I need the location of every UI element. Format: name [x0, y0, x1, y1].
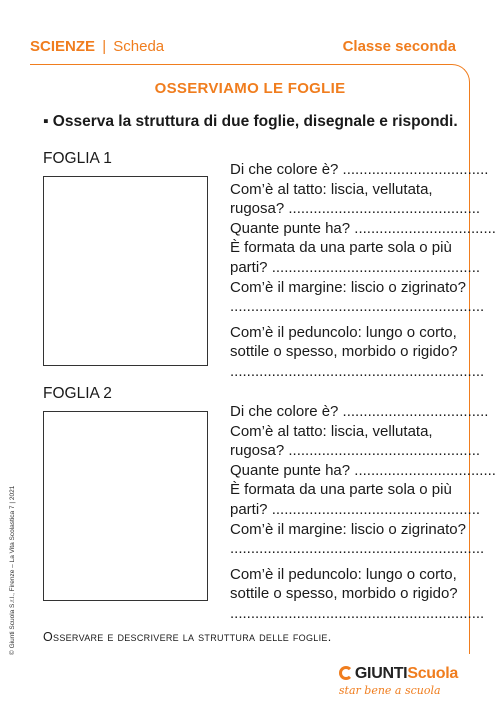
logo-brand-b: Scuola: [407, 665, 458, 682]
logo-tagline: star bene a scuola: [338, 684, 441, 697]
question-line: sottile o spesso, morbido o rigido?: [230, 343, 458, 361]
section-label-foglia-1: FOGLIA 1: [43, 150, 112, 167]
question-line: Com’è il peduncolo: lungo o corto,: [230, 565, 457, 583]
grade-label: Classe seconda: [342, 38, 456, 55]
question-line: Com’è al tatto: liscia, vellutata,: [230, 422, 433, 440]
question-line: Quante punte ha? ..................................: [230, 461, 496, 479]
question-line: Com’è il margine: liscio o zigrinato?: [230, 520, 466, 538]
answer-line: .............................................................: [230, 540, 485, 558]
question-line: Quante punte ha? ..................................: [230, 219, 496, 237]
subject-label: SCIENZE: [30, 38, 96, 55]
learning-objective: Osservare e descrivere la struttura delle foglie.: [43, 630, 332, 644]
answer-line: .............................................................: [230, 298, 485, 316]
copyright-note: © Giunti Scuola S.r.l., Firenze – La Vita Scolastica 7 | 2021: [9, 485, 16, 655]
answer-line: .............................................................: [230, 604, 485, 622]
question-line: rugosa? ..............................................: [230, 442, 481, 460]
question-line: parti? ..................................................: [230, 500, 481, 518]
instruction-text: ▪ Osserva la struttura di due foglie, disegnale e rispondi.: [43, 113, 458, 130]
question-line: Com’è al tatto: liscia, vellutata,: [230, 180, 433, 198]
question-line: sottile o spesso, morbido o rigido?: [230, 585, 458, 603]
question-line: rugosa? ..............................................: [230, 200, 481, 218]
section-label-foglia-2: FOGLIA 2: [43, 385, 112, 402]
drawing-box-foglia-2[interactable]: [43, 411, 208, 601]
question-line: Di che colore è? ...................................: [230, 161, 489, 178]
question-list-foglia-2: [230, 402, 496, 624]
logo-brand-a: GIUNTI: [354, 665, 408, 682]
question-line: È formata da una parte sola o più: [230, 239, 452, 257]
question-line: parti? ..................................................: [230, 258, 481, 276]
question-list-foglia-1: [230, 160, 496, 382]
publisher-logo: [339, 665, 458, 697]
header-separator: |: [102, 38, 107, 55]
giunti-g-icon: [339, 666, 353, 680]
question-line: Com’è il peduncolo: lungo o corto,: [230, 323, 457, 341]
question-line: È formata da una parte sola o più: [230, 481, 452, 499]
answer-line: .............................................................: [230, 362, 485, 380]
doc-type-label: Scheda: [113, 38, 165, 55]
question-line: Di che colore è? ...................................: [230, 403, 489, 420]
drawing-box-foglia-1[interactable]: [43, 176, 208, 366]
header-subject: [30, 38, 164, 55]
logo-wordmark: [339, 665, 458, 683]
question-line: Com’è il margine: liscio o zigrinato?: [230, 278, 466, 296]
page-title: OSSERVIAMO LE FOGLIE: [154, 80, 346, 97]
